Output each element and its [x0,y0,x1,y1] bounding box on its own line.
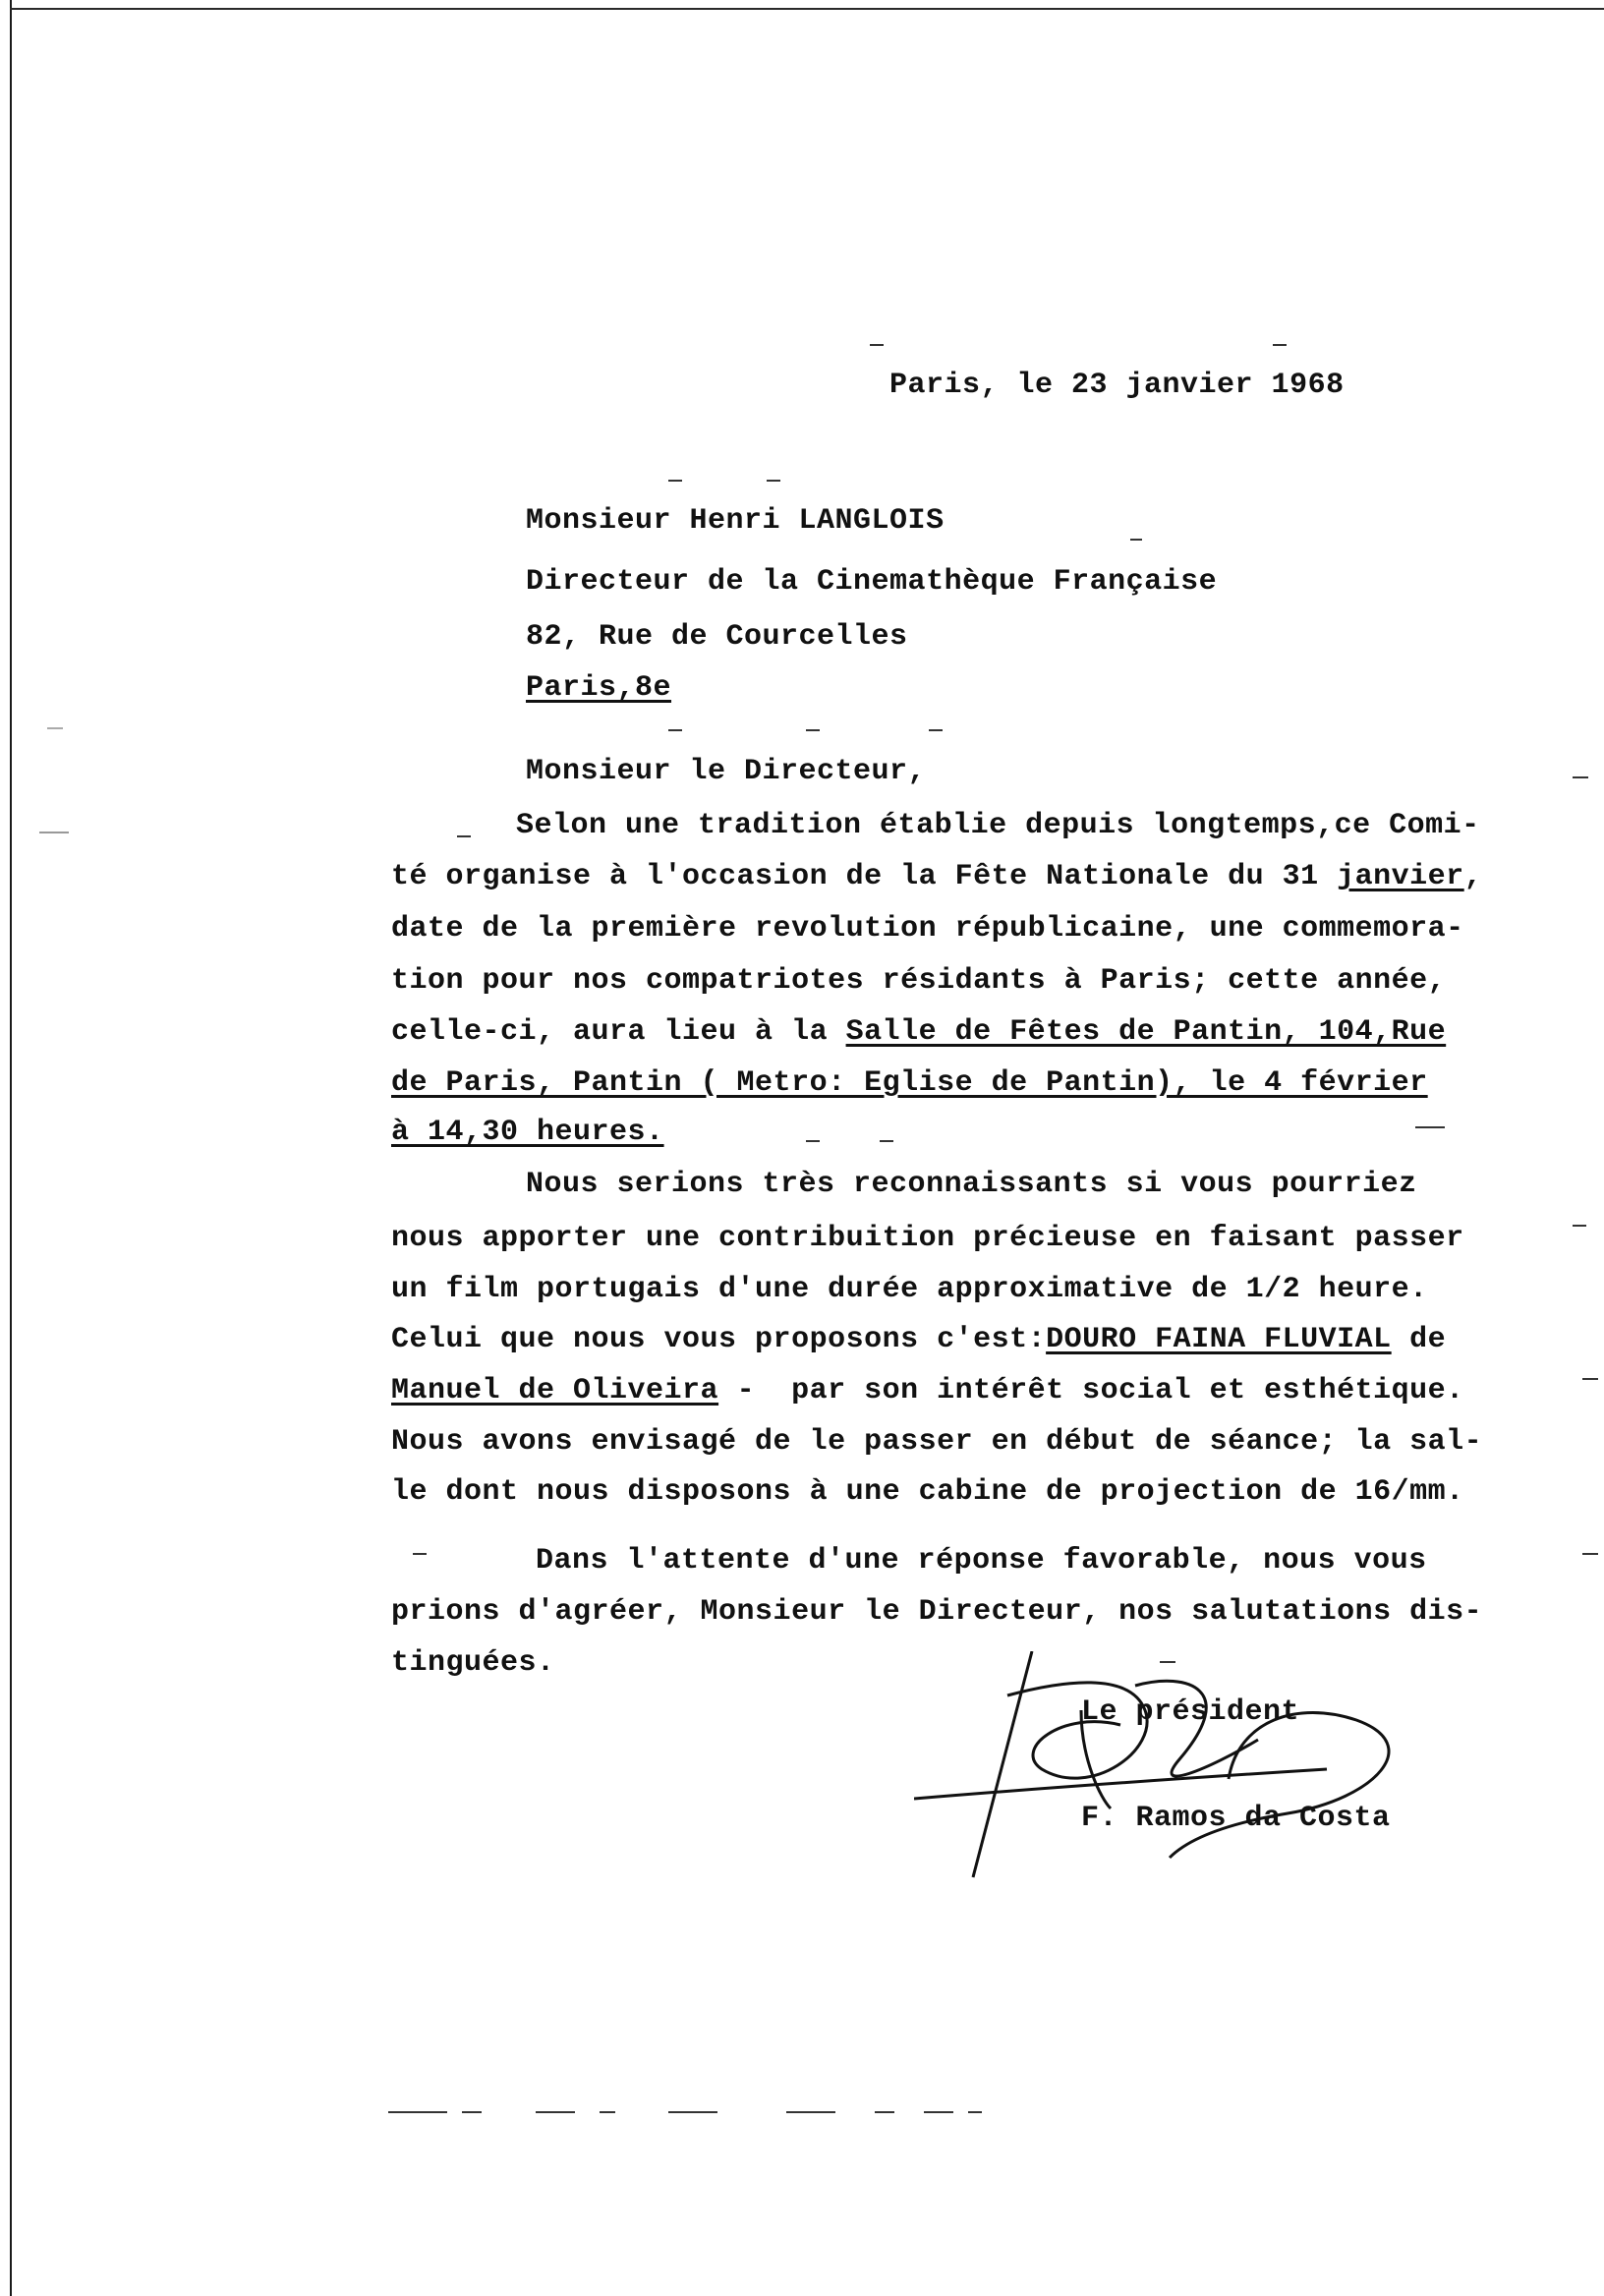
speck [1130,539,1142,541]
paragraph-1-line-6: de Paris, Pantin ( Metro: Eglise de Pantin), le 4 février [391,1066,1428,1100]
recipient-city: Paris,8e [526,671,672,705]
speck [767,480,780,482]
recipient-name: Monsieur Henri LANGLOIS [526,504,945,538]
speck [47,727,63,729]
recipient-title: Directeur de la Cinemathèque Française [526,565,1218,599]
paragraph-1-line-4: tion pour nos compatriotes résidants à Paris; cette année, [391,964,1447,998]
paragraph-1-line-2-end: , [1463,860,1483,893]
signature-name: F. Ramos da Costa [1081,1802,1391,1835]
speck [600,2111,615,2113]
speck [968,2111,982,2113]
speck [457,835,471,837]
paragraph-1-line-2-text: té organise à l'occasion de la Fête Nationale du 31 [391,860,1338,893]
speck [1415,1126,1445,1128]
paragraph-3-line-1: Dans l'attente d'une réponse favorable, nous vous [536,1544,1427,1578]
speck [668,2111,717,2113]
speck [806,1140,820,1142]
speck [1273,344,1287,346]
paragraph-1-line-3: date de la première revolution républicaine, une commemora- [391,912,1464,946]
speck [924,2111,953,2113]
paragraph-2-line-4-end: de [1391,1323,1447,1356]
signature-role: Le président [1081,1695,1300,1729]
speck [388,2111,447,2113]
speck [786,2111,835,2113]
speck [875,2111,894,2113]
director-underlined: Manuel de Oliveira [391,1374,719,1407]
speck [870,344,884,346]
speck [462,2111,482,2113]
paragraph-2-line-1: Nous serions très reconnaissants si vous pourriez [526,1168,1417,1201]
paragraph-2-line-2: nous apporter une contribuition précieuse en faisant passer [391,1222,1464,1255]
speck [1573,776,1588,778]
paragraph-1-line-5-text: celle-ci, aura lieu à la [391,1015,846,1049]
speck [806,729,820,731]
date-line: Paris, le 23 janvier 1968 [889,369,1345,402]
speck [1573,1225,1586,1227]
salutation: Monsieur le Directeur, [526,755,927,788]
speck [39,832,69,833]
signature-block [914,1651,1543,1887]
paragraph-2-line-4 [391,1320,1446,1359]
paragraph-1-line-7: à 14,30 heures. [391,1116,664,1149]
paragraph-2-line-6: Nous avons envisagé de le passer en début de séance; la sal- [391,1425,1483,1459]
paragraph-1-line-2 [391,857,1482,896]
speck [929,729,943,731]
speck [413,1553,427,1555]
paragraph-2-line-4-text: Celui que nous vous proposons c'est: [391,1323,1047,1356]
paragraph-1-line-1: Selon une tradition établie depuis longtemps,ce Comi- [516,809,1480,842]
speck [1582,1378,1598,1380]
speck [1160,1661,1175,1663]
speck [880,1140,893,1142]
handwritten-signature [914,1651,1543,1887]
paragraph-1-date-underlined: janvier [1337,860,1464,893]
speck [668,729,682,731]
recipient-street: 82, Rue de Courcelles [526,620,908,654]
paragraph-2-line-5 [391,1371,1464,1410]
paragraph-3-line-2: prions d'agréer, Monsieur le Directeur, nos salutations dis- [391,1595,1483,1629]
speck [668,480,682,482]
paragraph-1-line-5 [391,1012,1446,1052]
venue-underlined: Salle de Fêtes de Pantin, 104,Rue [845,1015,1447,1049]
paragraph-2-line-5-text: - par son intérêt social et esthétique. [718,1374,1464,1407]
speck [1582,1553,1598,1555]
paragraph-2-line-7: le dont nous disposons à une cabine de projection de 16/mm. [391,1475,1464,1509]
film-title-underlined: DOURO FAINA FLUVIAL [1046,1323,1392,1356]
paragraph-3-line-3: tinguées. [391,1646,555,1680]
paragraph-2-line-3: un film portugais d'une durée approximative de 1/2 heure. [391,1273,1428,1306]
speck [536,2111,575,2113]
